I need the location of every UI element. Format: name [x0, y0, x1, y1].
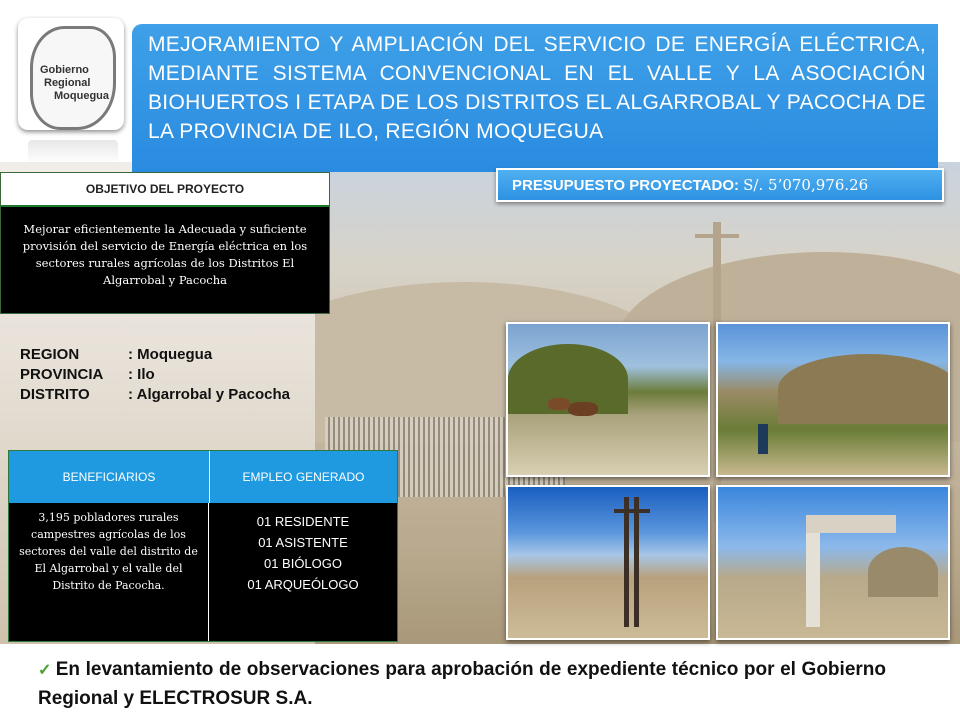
photo-entrance-arch: [716, 485, 950, 640]
budget-banner: [496, 168, 944, 202]
utility-crossarm-shape: [695, 234, 739, 238]
provincia-key: PROVINCIA: [20, 366, 104, 383]
photo-power-line: [506, 485, 710, 640]
page-title: MEJORAMIENTO Y AMPLIACIÓN DEL SERVICIO DE ENERGÍA ELÉCTRICA, MEDIANTE SISTEMA CONVENCIONAL EN EL VALLE Y LA ASOCIACIÓN BIOHUERTOS I ETAPA DE LOS DISTRITOS EL ALGARROBAL Y PACOCHA DE LA PROVINCIA DE ILO, REGIÓN MOQUEGUA: [148, 33, 926, 143]
location-info: [20, 345, 290, 405]
mountain-shape: [778, 354, 950, 424]
arch-pillar-shape: [806, 517, 820, 627]
budget-amount: S/. 5’070,976.26: [743, 176, 869, 194]
distrito-key: DISTRITO: [20, 386, 90, 403]
gobierno-regional-logo: [18, 18, 124, 130]
employment-cell: [209, 503, 397, 641]
beneficiaries-column-header: BENEFICIARIOS: [9, 451, 210, 503]
provincia-value: : Ilo: [128, 366, 155, 383]
horse-shape: [548, 398, 570, 410]
power-pole-shape: [624, 497, 629, 627]
beneficiaries-table-row: [9, 503, 397, 641]
job-item: 01 ASISTENTE: [258, 535, 348, 550]
job-item: 01 BIÓLOGO: [263, 556, 343, 571]
objective-text: Mejorar eficientemente la Adecuada y suficiente provisión del servicio de Energía eléctrica en los sectores rurales agrícolas de los Distritos El Algarrobal y Pacocha: [22, 222, 308, 287]
crossarm-shape: [614, 509, 650, 513]
checkmark-icon: ✓: [38, 662, 52, 679]
employment-column-header: EMPLEO GENERADO: [242, 470, 365, 484]
budget-label: PRESUPUESTO PROYECTADO:: [512, 177, 739, 194]
job-item: 01 RESIDENTE: [256, 514, 350, 529]
photo-valley-horses: [506, 322, 710, 477]
person-shape: [758, 424, 768, 454]
objective-heading: OBJETIVO DEL PROYECTO: [1, 173, 329, 207]
region-key: REGION: [20, 346, 80, 363]
status-note: [38, 656, 886, 713]
beneficiaries-table: [8, 450, 398, 642]
beneficiaries-cell: 3,195 pobladores rurales campestres agrícolas de los sectores del valle del distrito de El Algarrobal y el valle del Distrito de Pacocha.: [9, 503, 209, 641]
objective-table: [0, 172, 330, 314]
beneficiaries-table-header: [9, 451, 397, 503]
logo-text: Gobierno Regional Moquegua: [40, 64, 109, 102]
arch-beam-shape: [806, 515, 896, 533]
logo-reflection: [28, 140, 118, 164]
region-value: : Moquegua: [128, 346, 213, 363]
hill-shape: [868, 547, 938, 597]
distrito-value: : Algarrobal y Pacocha: [128, 386, 290, 403]
horse-shape: [568, 402, 598, 416]
photo-valley-path: [716, 322, 950, 477]
job-item: 01 ARQUEÓLOGO: [247, 577, 359, 592]
status-note-text: En levantamiento de observaciones para aprobación de expediente técnico por el Gobierno Regional y ELECTROSUR S.A.: [38, 659, 886, 709]
power-pole-shape: [634, 497, 639, 627]
